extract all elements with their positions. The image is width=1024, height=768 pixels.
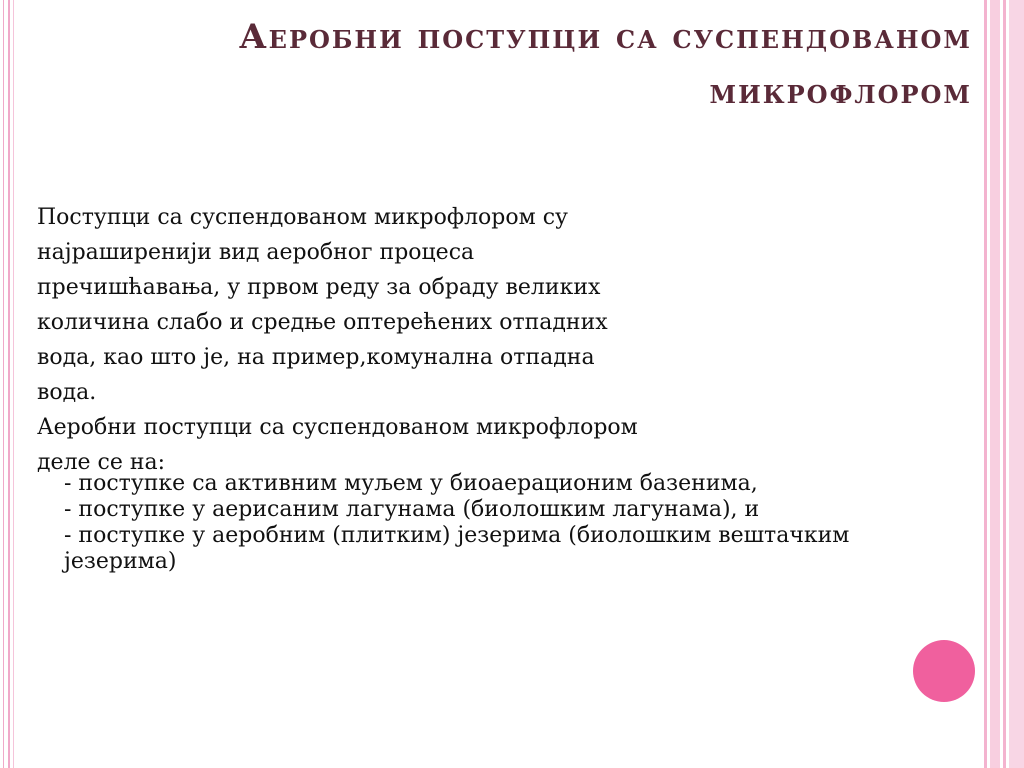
left-border-line: [8, 0, 10, 768]
body-line: Аеробни поступци са суспендованом микрофлором: [37, 415, 638, 440]
body-line: количина слабо и средње оптерећених отпадних: [37, 310, 608, 335]
right-border-stripe: [990, 0, 1000, 768]
title-line-1: Аеробни поступци са суспендованом: [238, 17, 972, 57]
title-line-2: микрофлором: [709, 72, 972, 112]
body-line: вода.: [37, 380, 97, 405]
sub-list-item-continuation: језерима): [64, 549, 177, 574]
right-border-stripe: [1009, 0, 1024, 768]
body-line: вода, као што је, на пример,комунална отпадна: [37, 345, 595, 370]
right-decorative-border: [984, 0, 1024, 768]
right-border-stripe: [1003, 0, 1006, 768]
slide-title: [72, 10, 972, 120]
left-border-line: [3, 0, 4, 768]
decorative-pink-circle: [913, 640, 975, 702]
left-decorative-border: [0, 0, 18, 768]
sub-list: [37, 471, 987, 575]
sub-list-item: - поступке у аеробним (плитким) језерима (биолошким вештачким: [64, 523, 850, 548]
sub-list-item: - поступке са активним муљем у биоаерационим базенима,: [64, 471, 758, 496]
body-line: пречишћавања, у првом реду за обраду великих: [37, 275, 601, 300]
left-border-line: [13, 0, 14, 768]
body-line: деле се на:: [37, 450, 166, 475]
slide-body: [37, 200, 987, 575]
body-line: најраширенији вид аеробног процеса: [37, 240, 475, 265]
sub-list-item: - поступке у аерисаним лагунама (биолошким лагунама), и: [64, 497, 760, 522]
body-line: Поступци са суспендованом микрофлором су: [37, 205, 568, 230]
